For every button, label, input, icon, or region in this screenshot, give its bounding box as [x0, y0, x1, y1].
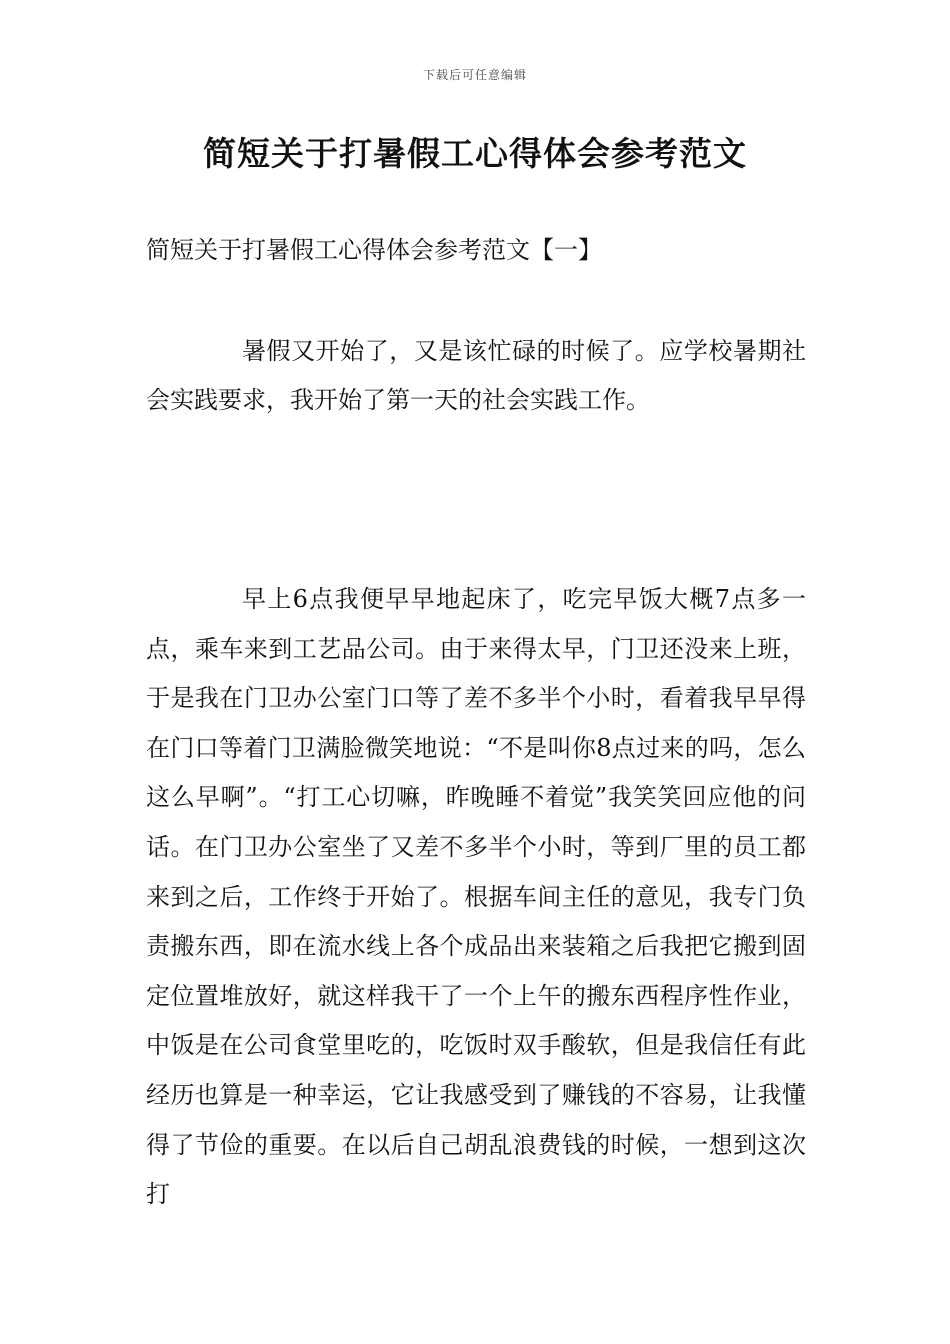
section-heading: 简短关于打暑假工心得体会参考范文【一】 — [146, 236, 602, 264]
document-title: 简短关于打暑假工心得体会参考范文 — [203, 134, 747, 173]
paragraph-2: 早上6点我便早早地起床了，吃完早饭大概7点多一点，乘车来到工艺品公司。由于来得太早，门卫还没来上班，于是我在门卫办公室门口等了差不多半个小时，看着我早早得在门口等着门卫满脸微笑地说：“不是叫你8点过来的吗，怎么这么早啊”。“打工心切嘛，昨晚睡不着觉”我笑笑回应他的问话。在门卫办公室坐了又差不多半个小时，等到厂里的员工都来到之后，工作终于开始了。根据车间主任的意见，我专门负责搬东西，即在流水线上各个成品出来装箱之后我把它搬到固定位置堆放好，就这样我干了一个上午的搬东西程序性作业，中饭是在公司食堂里吃的，吃饭时双手酸软，但是我信任有此经历也算是一种幸运，它让我感受到了赚钱的不容易，让我懂得了节俭的重要。在以后自己胡乱浪费钱的时候，一想到这次打 — [146, 585, 806, 1209]
header-note: 下载后可任意编辑 — [422, 68, 527, 82]
paragraph-1: 暑假又开始了，又是该忙碌的时候了。应学校暑期社会实践要求，我开始了第一天的社会实践工作。 — [146, 337, 806, 414]
